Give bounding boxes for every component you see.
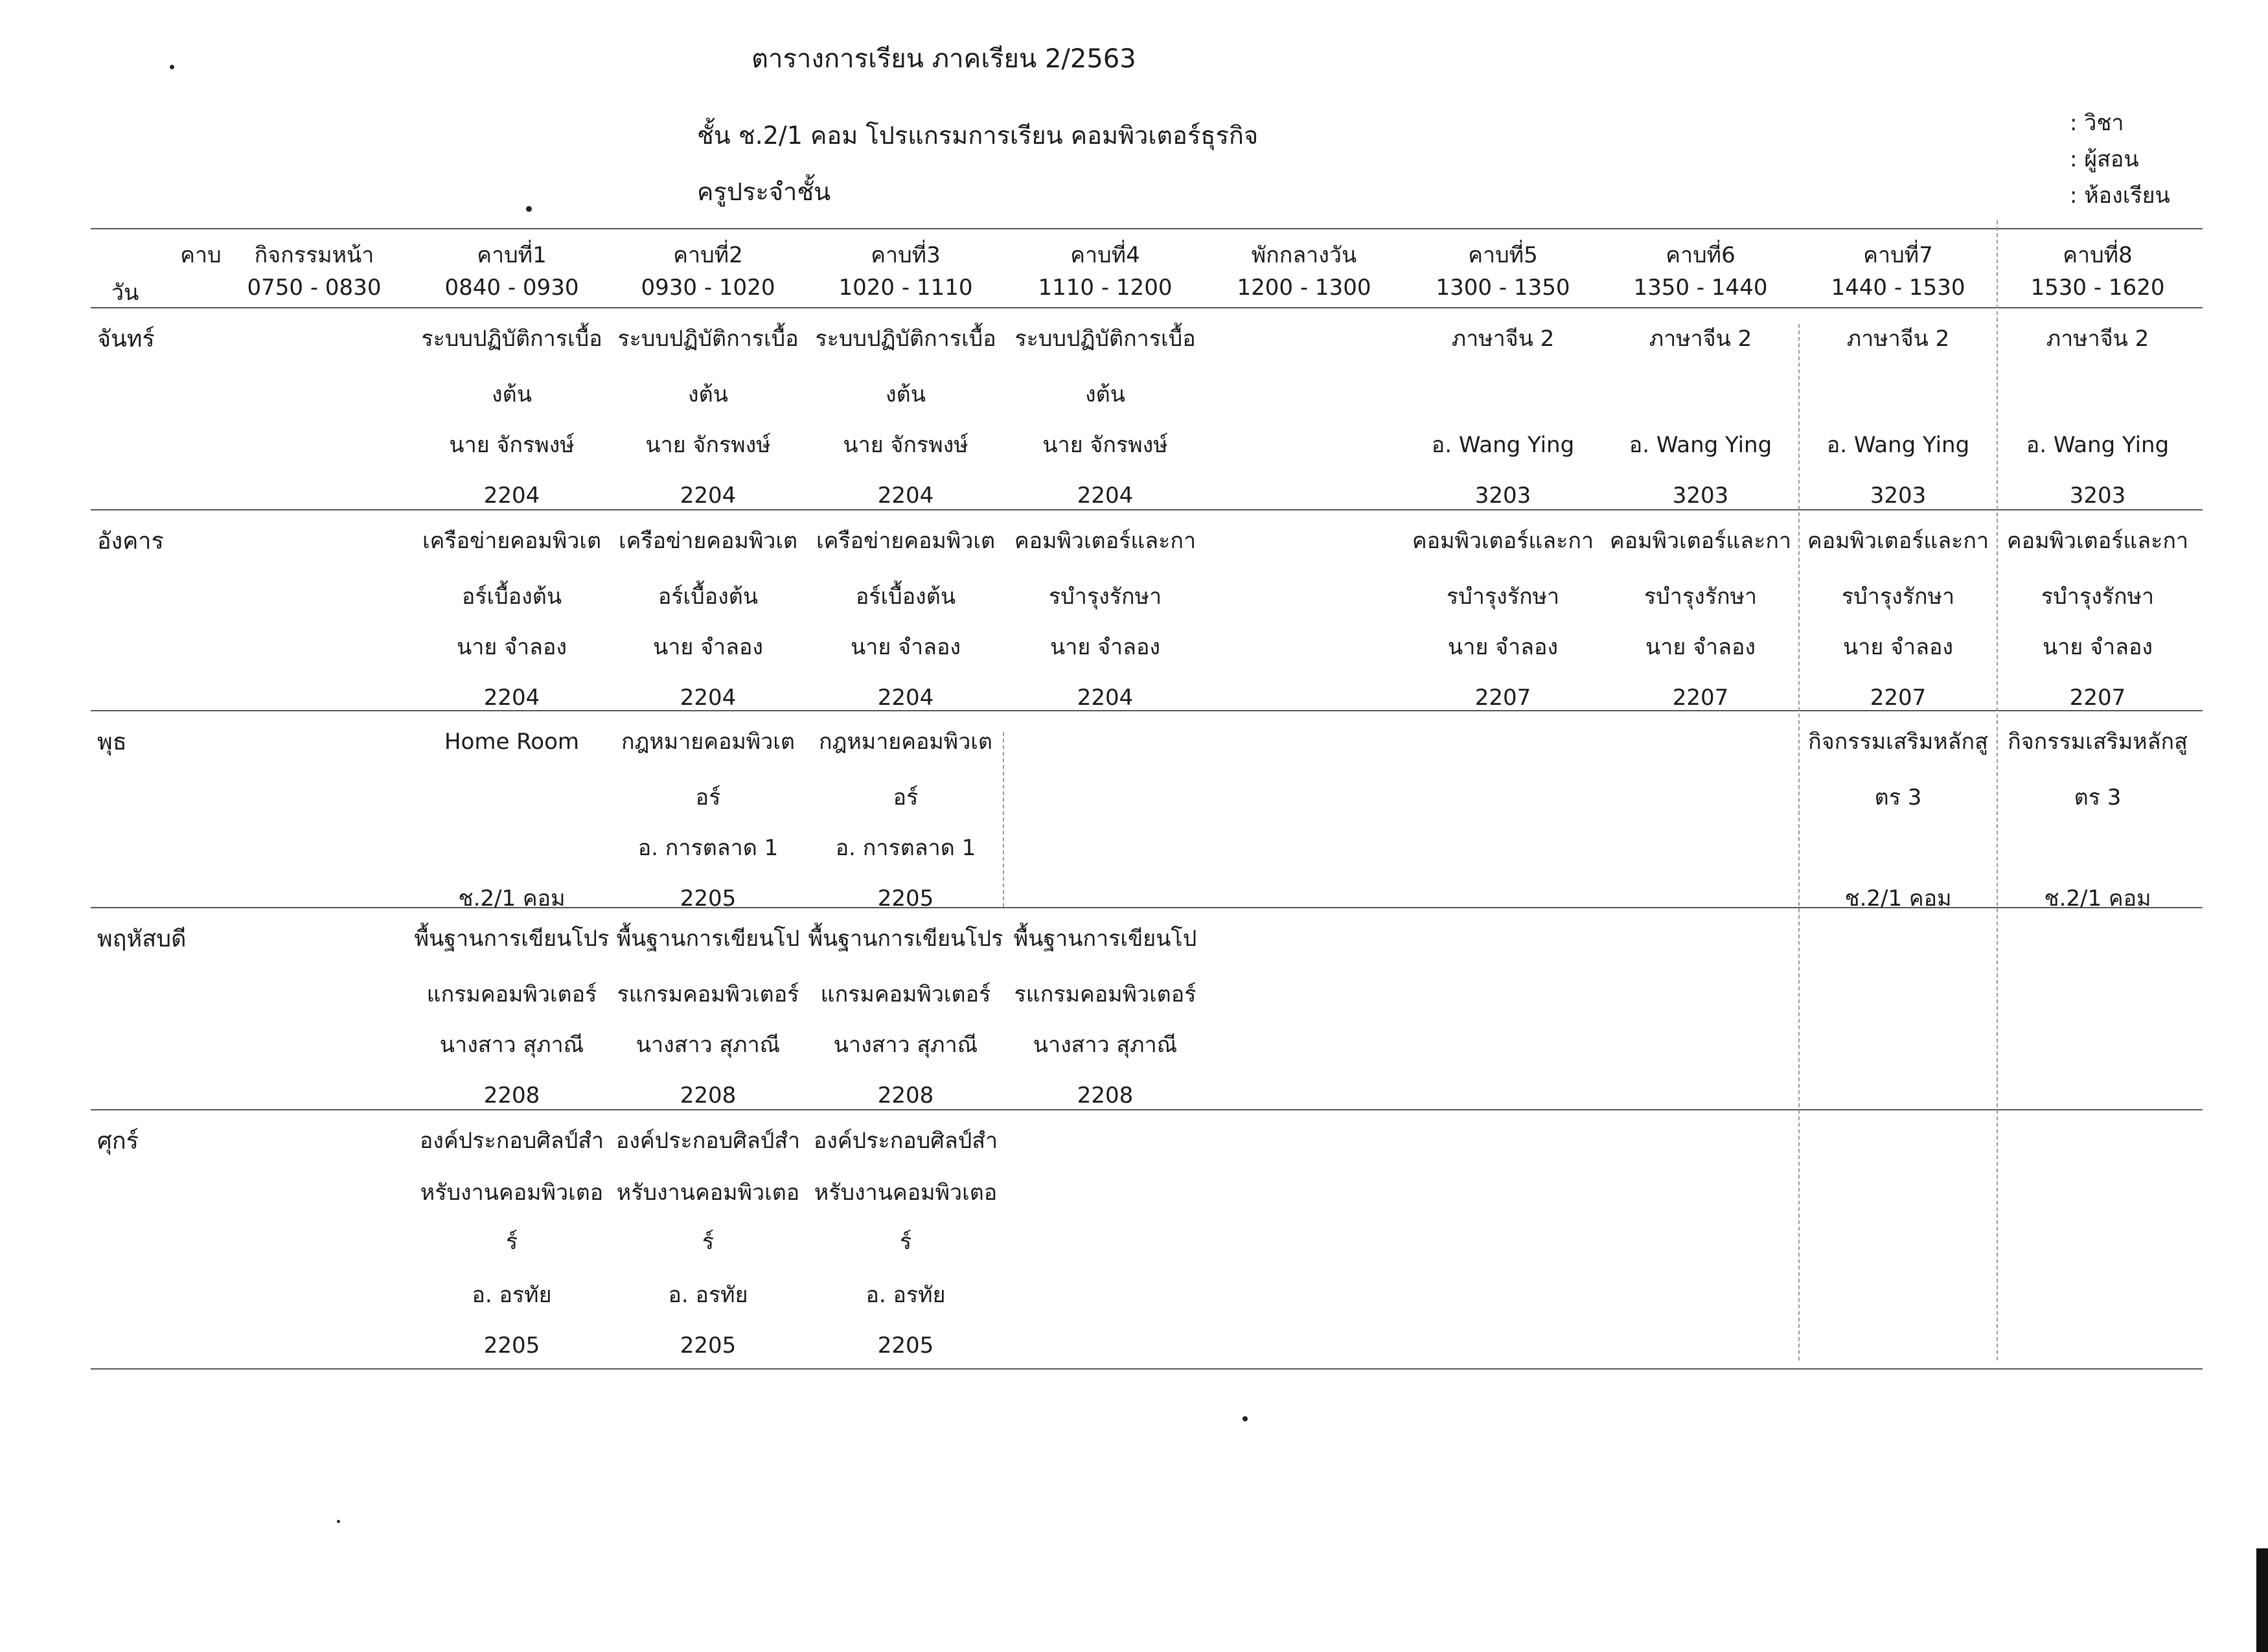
cell-subject-cont: รบำรุงรักษา (1644, 584, 1758, 610)
cell-subject: ภาษาจีน 2 (1649, 326, 1752, 352)
cell-teacher: นาย จักรพงษ์ (449, 432, 575, 458)
rule-header (91, 307, 2203, 308)
cell-subject: ระบบปฏิบัติการเบื้อ (815, 326, 996, 352)
cell-teacher: อ. อรทัย (472, 1282, 552, 1308)
cell-subject: กิจกรรมเสริมหลักสู (1808, 729, 1988, 755)
cell-room: 2205 (877, 1333, 934, 1359)
header-period-time: 0750 - 0830 (247, 275, 382, 301)
cell-subject: กฎหมายคอมพิวเต (818, 729, 993, 755)
header-period-label: คาบที่6 (1666, 242, 1735, 268)
header-period-label: คาบที่2 (673, 242, 743, 268)
cell-subject: ภาษาจีน 2 (1846, 326, 1950, 352)
header-period-time: 1350 - 1440 (1633, 275, 1768, 301)
cell-subject: คอมพิวเตอร์และกา (1609, 528, 1792, 554)
cell-teacher: นาย จำลอง (1050, 634, 1160, 660)
cell-room: 3203 (1672, 483, 1729, 509)
cell-subject: กฎหมายคอมพิวเต (621, 729, 796, 755)
cell-room: 2205 (680, 1333, 737, 1359)
scan-speck (170, 65, 174, 69)
cell-teacher: นาย จำลอง (851, 634, 961, 660)
header-period-label: คาบที่1 (477, 242, 547, 268)
header-period-time: 1300 - 1350 (1436, 275, 1570, 301)
cell-subject-cont: งต้น (688, 382, 728, 407)
cell-subject-cont: หรับงานคอมพิวเตอ (814, 1180, 998, 1206)
day-label: จันทร์ (97, 326, 155, 352)
cell-teacher (1798, 824, 1998, 872)
cell-subject-cont (1798, 371, 1998, 419)
header-period-time: 0930 - 1020 (641, 275, 775, 301)
rule-top (91, 228, 2203, 229)
cell-teacher: อ. อรทัย (668, 1282, 748, 1308)
cell-subject: ภาษาจีน 2 (1451, 326, 1555, 352)
cell-subject: คอมพิวเตอร์และกา (1014, 528, 1197, 554)
cell-room: 2205 (680, 886, 737, 912)
cell-room: 2208 (1077, 1083, 1134, 1108)
cell-room: 2204 (1077, 685, 1134, 711)
cell-room: 2207 (1870, 685, 1927, 711)
cell-subject: ภาษาจีน 2 (2046, 326, 2149, 352)
header-col-1 (415, 232, 609, 310)
cell-subject: ระบบปฏิบัติการเบื้อ (617, 326, 799, 352)
header-period-label: กิจกรรมหน้า (254, 242, 374, 268)
header-period-time: 1020 - 1110 (838, 275, 973, 301)
cell-teacher: นาย จำลอง (1448, 634, 1558, 660)
cell-subject-cont (1601, 371, 1800, 419)
cell-teacher: อ. อรทัย (865, 1282, 946, 1308)
cell-subject: คอมพิวเตอร์และกา (1807, 528, 1989, 554)
cell-subject-cont: รบำรุงรักษา (1446, 584, 1560, 610)
cell-subject: พื้นฐานการเขียนโปร (414, 926, 610, 952)
cell-teacher: นาย จำลอง (457, 634, 567, 660)
cell-teacher: อ. Wang Ying (2026, 432, 2170, 458)
cell-subject-cont: งต้น (886, 382, 926, 407)
cell-teacher (1998, 824, 2197, 872)
cell-subject-cont: ตร 3 (2074, 785, 2122, 810)
header-period-time: 1530 - 1620 (2030, 275, 2165, 301)
cell-subject-cont: รแกรมคอมพิวเตอร์ (617, 981, 799, 1007)
cell-subject-cont: อร์เบื้องต้น (461, 584, 562, 610)
cell-room: 2205 (483, 1333, 540, 1359)
cell-subject-cont (412, 774, 612, 821)
cell-subject: กิจกรรมเสริมหลักสู (2008, 729, 2188, 755)
cell-room: 2205 (877, 886, 934, 912)
cell-room: 2208 (483, 1083, 540, 1108)
header-period-label: พักกลางวัน (1251, 242, 1357, 268)
cell-teacher: นาย จักรพงษ์ (1042, 432, 1168, 458)
cell-room: 2208 (680, 1083, 737, 1108)
header-period-time: 1200 - 1300 (1237, 275, 1371, 301)
header-col-7 (1603, 232, 1798, 310)
corner-day-label: วัน (111, 280, 139, 306)
cell-room: ช.2/1 คอม (458, 886, 566, 912)
cell-subject-cont (1998, 371, 2197, 419)
cell-teacher: นางสาว สุภาณี (1033, 1032, 1178, 1058)
cell-subject: เครือข่ายคอมพิวเต (816, 528, 996, 554)
header-period-time: 1110 - 1200 (1038, 275, 1173, 301)
cell-teacher: นาย จักรพงษ์ (843, 432, 968, 458)
day-label: อังคาร (97, 528, 164, 555)
cell-subject-cont: อร์เบื้องต้น (855, 584, 956, 610)
class-info: ชั้น ช.2/1 คอม โปรแกรมการเรียน คอมพิวเตอร์ธุรกิจ (697, 121, 1259, 150)
cell-room: 2204 (483, 483, 540, 509)
cell-subject-cont: อร์ (893, 785, 919, 810)
header-period-label: คาบที่4 (1070, 242, 1140, 268)
cell-subject: องค์ประกอบศิลป์สำ (813, 1128, 998, 1154)
cell-subject-cont: แกรมคอมพิวเตอร์ (820, 981, 991, 1007)
header-period-time: 1440 - 1530 (1831, 275, 1965, 301)
cell-subject-cont: ร์ (505, 1229, 518, 1255)
header-col-6 (1406, 232, 1600, 310)
header-col-9 (2000, 232, 2195, 310)
header-col-8 (1801, 232, 1995, 310)
cell-teacher: นาย จำลอง (1843, 634, 1953, 660)
header-col-0 (217, 232, 411, 310)
corner-period-label: คาบ (180, 242, 222, 268)
cell-teacher: อ. Wang Ying (1431, 432, 1575, 458)
day-label: พุธ (97, 729, 127, 755)
cell-subject-cont: หรับงานคอมพิวเตอ (616, 1180, 800, 1206)
legend-teacher: : ผู้สอน (2070, 146, 2139, 172)
scan-speck (337, 1520, 340, 1523)
cell-subject: Home Room (444, 729, 580, 755)
cell-teacher: นางสาว สุภาณี (439, 1032, 584, 1058)
cell-subject: องค์ประกอบศิลป์สำ (419, 1128, 604, 1154)
cell-teacher: อ. Wang Ying (1826, 432, 1970, 458)
legend-subject: : วิชา (2070, 110, 2124, 136)
cell-subject: เครือข่ายคอมพิวเต (422, 528, 602, 554)
cell-subject: องค์ประกอบศิลป์สำ (615, 1128, 801, 1154)
cell-subject: คอมพิวเตอร์และกา (1412, 528, 1594, 554)
cell-teacher: อ. การตลาด 1 (637, 835, 779, 861)
cell-subject: พื้นฐานการเขียนโป (1013, 926, 1197, 952)
cell-room: 2208 (877, 1083, 934, 1108)
scan-edge (2256, 1548, 2268, 1652)
cell-subject-cont: หรับงานคอมพิวเตอ (420, 1180, 604, 1206)
cell-room: 3203 (1870, 483, 1927, 509)
cell-subject: ระบบปฏิบัติการเบื้อ (421, 326, 602, 352)
cell-subject-cont: แกรมคอมพิวเตอร์ (426, 981, 597, 1007)
scan-speck (526, 206, 532, 212)
header-period-label: คาบที่8 (2063, 242, 2133, 268)
scan-speck (1243, 1416, 1248, 1421)
day-label: ศุกร์ (97, 1128, 139, 1154)
cell-subject: พื้นฐานการเขียนโปร (808, 926, 1003, 952)
cell-subject-cont: ร์ (899, 1229, 912, 1255)
cell-room: 3203 (1474, 483, 1531, 509)
cell-teacher: นางสาว สุภาณี (833, 1032, 978, 1058)
rule-row-5 (91, 1368, 2203, 1370)
cell-subject-cont: รบำรุงรักษา (2041, 584, 2155, 610)
cell-subject-cont: งต้น (1085, 382, 1125, 407)
cell-subject-cont: อร์ (695, 785, 721, 810)
cell-teacher: นาย จำลอง (2043, 634, 2153, 660)
cell-subject: พื้นฐานการเขียนโป (616, 926, 800, 952)
cell-teacher: นาย จำลอง (1645, 634, 1756, 660)
cell-room: 2204 (680, 685, 737, 711)
cell-teacher: นางสาว สุภาณี (636, 1032, 781, 1058)
header-period-time: 0840 - 0930 (444, 275, 579, 301)
cell-teacher (412, 824, 612, 872)
day-label: พฤหัสบดี (97, 926, 187, 952)
cell-room: 2204 (1077, 483, 1134, 509)
cell-room: 2204 (483, 685, 540, 711)
homeroom-teacher-label: ครูประจำชั้น (697, 178, 831, 206)
cell-room: 2207 (1474, 685, 1531, 711)
cell-room: 3203 (2069, 483, 2126, 509)
cell-subject-cont: อร์เบื้องต้น (658, 584, 759, 610)
cell-teacher: อ. Wang Ying (1629, 432, 1772, 458)
cell-room: 2204 (877, 483, 934, 509)
header-period-label: คาบที่5 (1468, 242, 1538, 268)
cell-subject: ระบบปฏิบัติการเบื้อ (1014, 326, 1196, 352)
cell-room: 2207 (1672, 685, 1729, 711)
cell-room: ช.2/1 คอม (1844, 886, 1952, 912)
cell-teacher: อ. การตลาด 1 (835, 835, 976, 861)
cell-subject-cont (1403, 371, 1603, 419)
header-col-4 (1008, 232, 1202, 310)
cell-teacher: นาย จักรพงษ์ (645, 432, 771, 458)
cell-teacher: นาย จำลอง (653, 634, 763, 660)
header-col-3 (808, 232, 1003, 310)
cell-subject-cont: ตร 3 (1874, 785, 1922, 810)
cell-subject-cont: รบำรุงรักษา (1048, 584, 1162, 610)
header-period-label: คาบที่3 (871, 242, 941, 268)
legend-room: : ห้องเรียน (2070, 183, 2170, 209)
cell-room: ช.2/1 คอม (2044, 886, 2151, 912)
cell-room: 2204 (680, 483, 737, 509)
cell-subject-cont: ร์ (702, 1229, 715, 1255)
cell-subject-cont: งต้น (492, 382, 532, 407)
cell-subject-cont: รแกรมคอมพิวเตอร์ (1014, 981, 1197, 1007)
cell-room: 2204 (877, 685, 934, 711)
header-col-2 (611, 232, 805, 310)
cell-subject: เครือข่ายคอมพิวเต (618, 528, 798, 554)
header-period-label: คาบที่7 (1863, 242, 1933, 268)
cell-subject-cont: รบำรุงรักษา (1841, 584, 1955, 610)
document-title: ตารางการเรียน ภาคเรียน 2/2563 (751, 44, 1136, 74)
cell-subject: คอมพิวเตอร์และกา (2006, 528, 2189, 554)
header-col-5 (1207, 232, 1401, 310)
cell-room: 2207 (2069, 685, 2126, 711)
